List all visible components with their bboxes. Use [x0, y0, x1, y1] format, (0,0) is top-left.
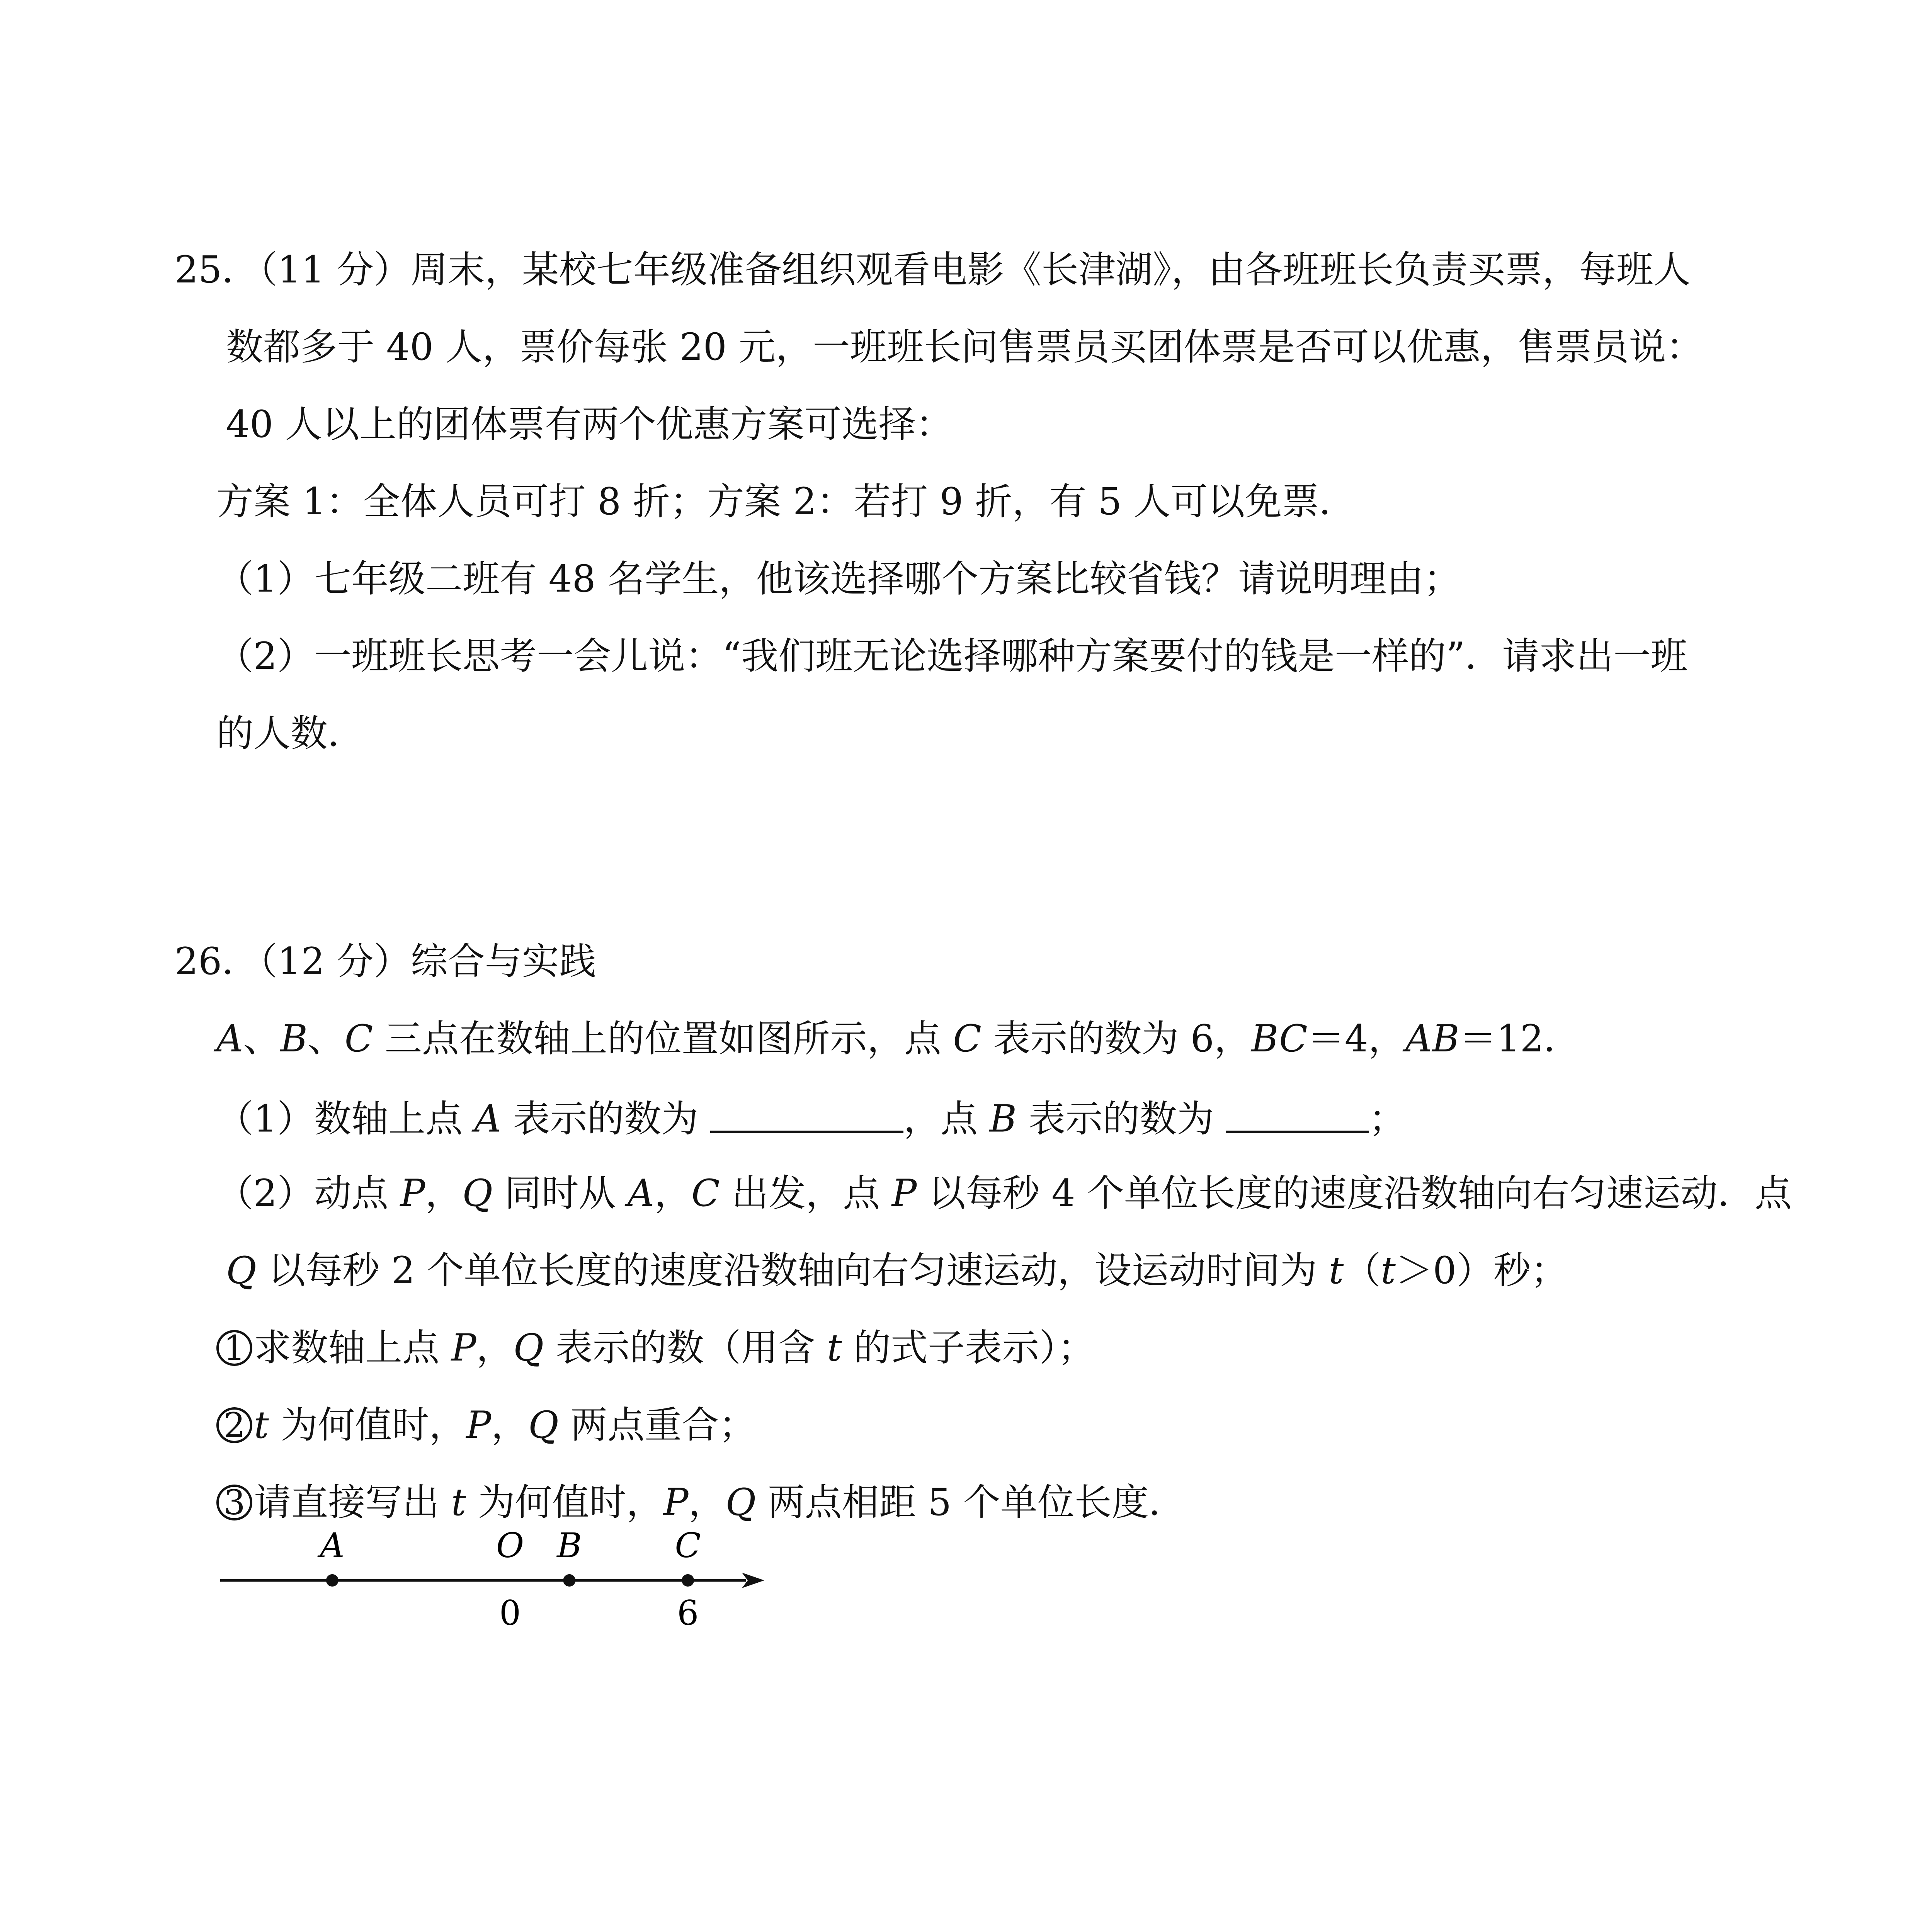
q25-line-7: 的人数． [216, 712, 365, 755]
q25-part-2: （2）一班班长思考一会儿说：“我们班无论选择哪种方案要付的钱是一样的”．请求出一班 [216, 634, 1688, 678]
var-c: C [344, 1017, 373, 1060]
q26-sub-1: 1 求数轴上点 P，Q 表示的数（用含 t 的式子表示）； [216, 1329, 1095, 1366]
answer-blank-a[interactable] [710, 1097, 903, 1133]
q26-part-1: （1）数轴上点 A 表示的数为 ，点 B 表示的数为 ； [216, 1097, 1406, 1141]
point-o-label: O [496, 1526, 524, 1565]
number-line-figure [216, 1515, 765, 1631]
point-c-label: C [675, 1526, 701, 1565]
var-a: A [216, 1017, 243, 1060]
q26-part-2-line-2: Q 以每秒 2 个单位长度的速度沿数轴向右匀速运动，设运动时间为 t（t＞0）秒； [226, 1249, 1568, 1292]
point-b-label: B [557, 1526, 582, 1565]
q25-line-3: 40 人以上的团体票有两个优惠方案可选择： [226, 403, 953, 446]
point-a-dot [326, 1574, 338, 1587]
circled-number-1: 1 [216, 1330, 252, 1366]
point-b-dot [563, 1574, 575, 1587]
q26-sub-3: 3 请直接写出 t 为何值时，P，Q 两点相距 5 个单位长度． [216, 1484, 1186, 1521]
point-a-label: A [320, 1526, 345, 1565]
q25-line-1: 25．（11 分）周末，某校七年级准备组织观看电影《长津湖》，由各班班长负责买票，每班人 [175, 248, 1691, 291]
q25-line-2: 数都多于 40 人，票价每张 20 元，一班班长问售票员买团体票是否可以优惠，售票员说： [226, 325, 1703, 369]
answer-blank-b[interactable] [1226, 1097, 1369, 1133]
q26-line-1: A、B、C 三点在数轴上的位置如图所示，点 C 表示的数为 6，BC＝4，AB＝12． [216, 1017, 1581, 1060]
q25-part-1: （1）七年级二班有 48 名学生，他该选择哪个方案比较省钱？请说明理由； [216, 557, 1461, 600]
tick-label-6: 6 [677, 1593, 699, 1631]
point-c-dot [682, 1574, 694, 1587]
circled-number-3: 3 [216, 1485, 252, 1520]
q26-title: 26．（12 分）综合与实践 [175, 940, 596, 983]
q26-sub-2: 2 t 为何值时，P，Q 两点重合； [216, 1406, 756, 1444]
circled-number-2: 2 [216, 1407, 252, 1443]
q25-line-4: 方案 1：全体人员可打 8 折；方案 2：若打 9 折，有 5 人可以免票． [216, 480, 1356, 523]
tick-label-0: 0 [499, 1593, 521, 1631]
q26-part-2-line-1: （2）动点 P，Q 同时从 A，C 出发，点 P 以每秒 4 个单位长度的速度沿数轴向右匀速运动．点 [216, 1172, 1792, 1215]
var-b: B [280, 1017, 308, 1060]
